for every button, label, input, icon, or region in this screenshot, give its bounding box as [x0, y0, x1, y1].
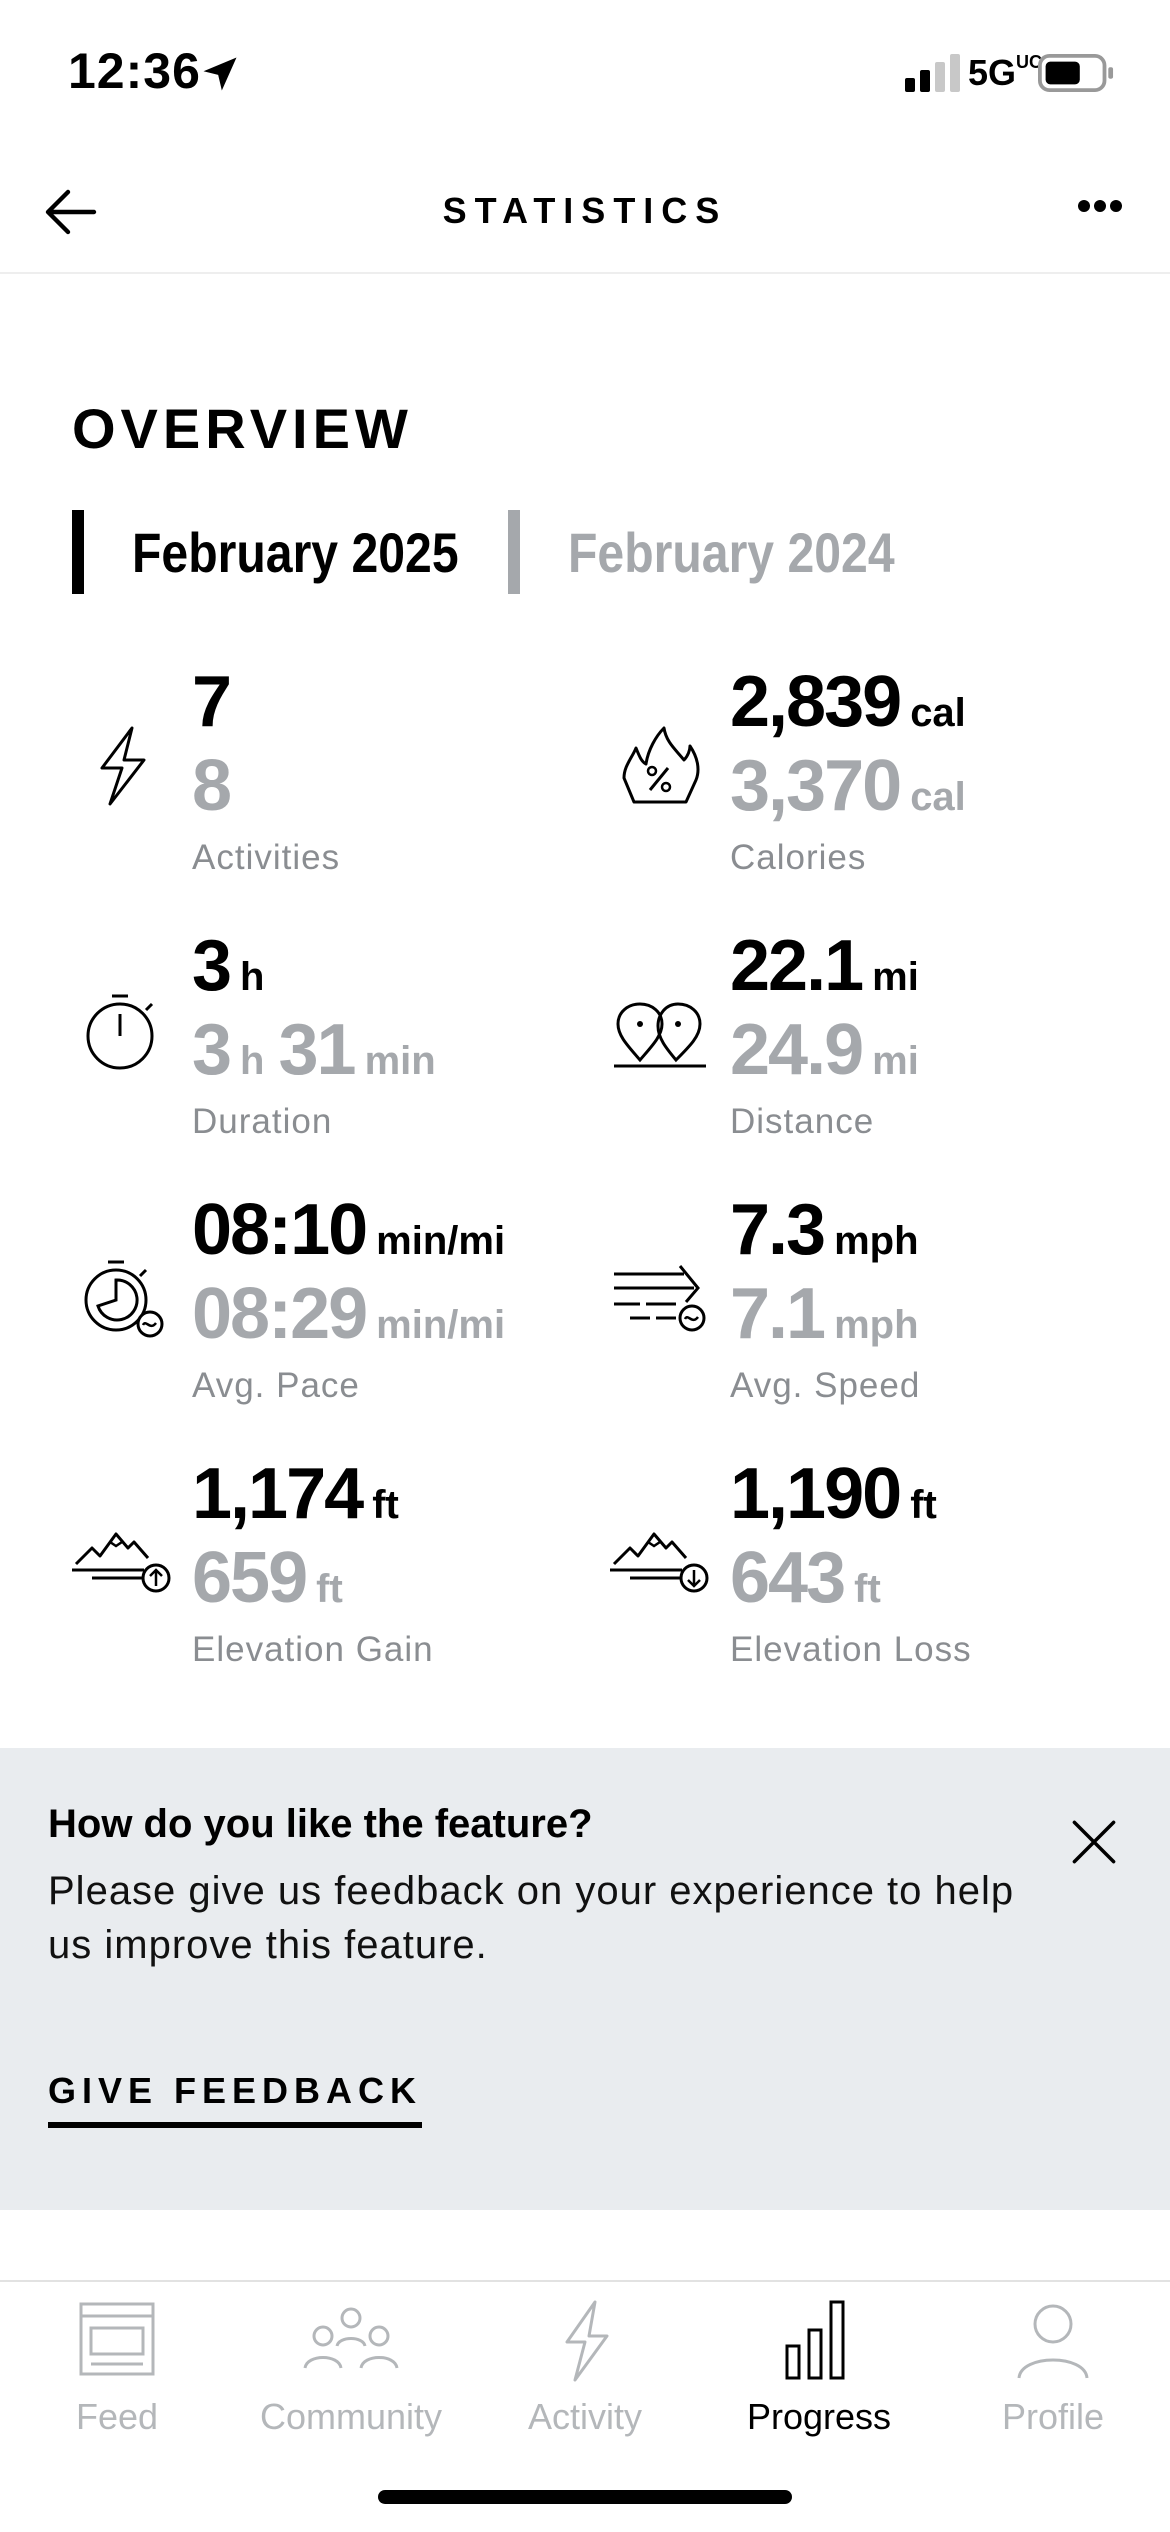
stat-values — [192, 662, 341, 878]
stat-distance — [610, 926, 1130, 1160]
stat-label: Distance — [730, 1102, 875, 1141]
stat-previous-unit: ft — [316, 1567, 343, 1611]
previous-period-label: February 2024 — [568, 520, 895, 584]
nav-item-profile[interactable] — [936, 2296, 1170, 2456]
stat-activities — [72, 662, 592, 896]
stat-previous-unit: mi — [872, 1039, 919, 1083]
feedback-body: Please give us feedback on your experience to help us improve this feature. — [48, 1869, 1015, 1967]
stat-current-value: 22.1 — [730, 926, 863, 1006]
stat-previous-extra-unit: min — [364, 1039, 436, 1083]
stat-current-value: 3 — [192, 926, 231, 1006]
status-bar — [0, 0, 1170, 150]
stat-previous-value: 643 — [730, 1538, 845, 1618]
previous-period-bar — [508, 510, 520, 594]
elevation-loss-icon — [610, 1508, 710, 1608]
progress-icon — [769, 2296, 869, 2388]
stat-current-value: 7.3 — [730, 1190, 825, 1270]
stat-values — [192, 926, 436, 1142]
nav-item-community[interactable] — [234, 2296, 468, 2456]
stat-current-value: 1,190 — [730, 1454, 901, 1534]
stat-avg-pace — [72, 1190, 592, 1424]
stat-duration — [72, 926, 592, 1160]
signal-icon — [905, 52, 961, 92]
stat-label: Calories — [730, 838, 867, 877]
stat-label: Elevation Loss — [730, 1630, 972, 1669]
stat-previous-value: 3,370 — [730, 746, 901, 826]
status-time: 12:36 — [68, 43, 201, 99]
profile-icon — [1003, 2296, 1103, 2388]
stat-label: Duration — [192, 1102, 333, 1141]
stat-calories — [610, 662, 1130, 896]
nav-item-activity[interactable] — [468, 2296, 702, 2456]
stat-current-value: 1,174 — [192, 1454, 363, 1534]
nav-label: Profile — [1001, 2396, 1105, 2437]
stat-previous-unit: mph — [834, 1303, 919, 1347]
stat-values — [730, 1454, 972, 1670]
stat-label: Activities — [192, 838, 341, 877]
stat-previous-value: 24.9 — [730, 1010, 863, 1090]
stat-values — [192, 1454, 434, 1670]
stat-values — [730, 926, 919, 1142]
nav-label: Activity — [527, 2396, 642, 2437]
stat-current-unit: ft — [910, 1483, 937, 1527]
stat-label: Elevation Gain — [192, 1630, 434, 1669]
stat-previous-value: 8 — [192, 746, 231, 826]
stat-current-value: 2,839 — [730, 662, 901, 742]
stat-previous-extra-value: 31 — [278, 1010, 355, 1090]
lightning-icon — [72, 716, 172, 816]
home-indicator — [378, 2490, 792, 2504]
nav-label: Feed — [75, 2396, 159, 2437]
stat-previous-value: 3 — [192, 1010, 231, 1090]
tab-previous-period[interactable] — [508, 510, 948, 594]
stat-previous-value: 659 — [192, 1538, 307, 1618]
stat-previous-unit: min/mi — [376, 1303, 506, 1347]
community-icon — [301, 2296, 401, 2388]
current-period-label: February 2025 — [132, 520, 459, 584]
stat-current-unit: h — [240, 955, 265, 999]
stat-current-unit: min/mi — [376, 1219, 506, 1263]
location-arrow-icon — [198, 52, 242, 96]
more-horizontal-icon[interactable] — [1068, 186, 1132, 226]
feed-icon — [67, 2296, 167, 2388]
stat-current-unit: ft — [372, 1483, 399, 1527]
stat-current-value: 7 — [192, 662, 231, 742]
page-title: STATISTICS — [442, 190, 728, 231]
stat-values — [192, 1190, 506, 1406]
pace-stopwatch-icon — [72, 1244, 172, 1344]
activity-icon — [535, 2296, 635, 2388]
battery-icon — [1038, 54, 1114, 92]
stat-values — [730, 1190, 921, 1406]
stat-previous-value: 08:29 — [192, 1274, 367, 1354]
nav-label: Community — [259, 2396, 443, 2437]
give-feedback-link[interactable]: GIVE FEEDBACK — [48, 2070, 422, 2128]
network-label: $5G^{UC}$ — [968, 52, 1043, 93]
period-tabs — [72, 510, 1102, 594]
stat-previous-value: 7.1 — [730, 1274, 825, 1354]
tab-current-period[interactable] — [72, 510, 512, 594]
nav-label: Progress — [746, 2396, 892, 2437]
stat-current-value: 08:10 — [192, 1190, 367, 1270]
elevation-gain-icon — [72, 1508, 172, 1608]
stat-label: Avg. Speed — [730, 1366, 921, 1405]
stopwatch-icon — [72, 980, 172, 1080]
stat-previous-unit: ft — [854, 1567, 881, 1611]
stat-label: Avg. Pace — [192, 1366, 360, 1405]
feedback-card — [0, 1748, 1170, 2210]
close-icon[interactable] — [1066, 1814, 1122, 1870]
stat-elevation-gain — [72, 1454, 592, 1688]
overview-heading: OVERVIEW — [72, 397, 413, 460]
feedback-title: How do you like the feature? — [48, 1802, 593, 1846]
app-header — [0, 150, 1170, 274]
stat-previous-unit: h — [240, 1039, 265, 1083]
current-period-bar — [72, 510, 84, 594]
stat-elevation-loss — [610, 1454, 1130, 1688]
stat-current-unit: mph — [834, 1219, 919, 1263]
stat-values — [730, 662, 966, 878]
stat-current-unit: mi — [872, 955, 919, 999]
distance-pins-icon — [610, 980, 710, 1080]
stat-current-unit: cal — [910, 691, 966, 735]
nav-item-feed[interactable] — [0, 2296, 234, 2456]
stat-previous-unit: cal — [910, 775, 966, 819]
nav-item-progress[interactable] — [702, 2296, 936, 2456]
calories-flame-icon — [610, 716, 710, 816]
stat-avg-speed — [610, 1190, 1130, 1424]
speed-lines-icon — [610, 1244, 710, 1344]
